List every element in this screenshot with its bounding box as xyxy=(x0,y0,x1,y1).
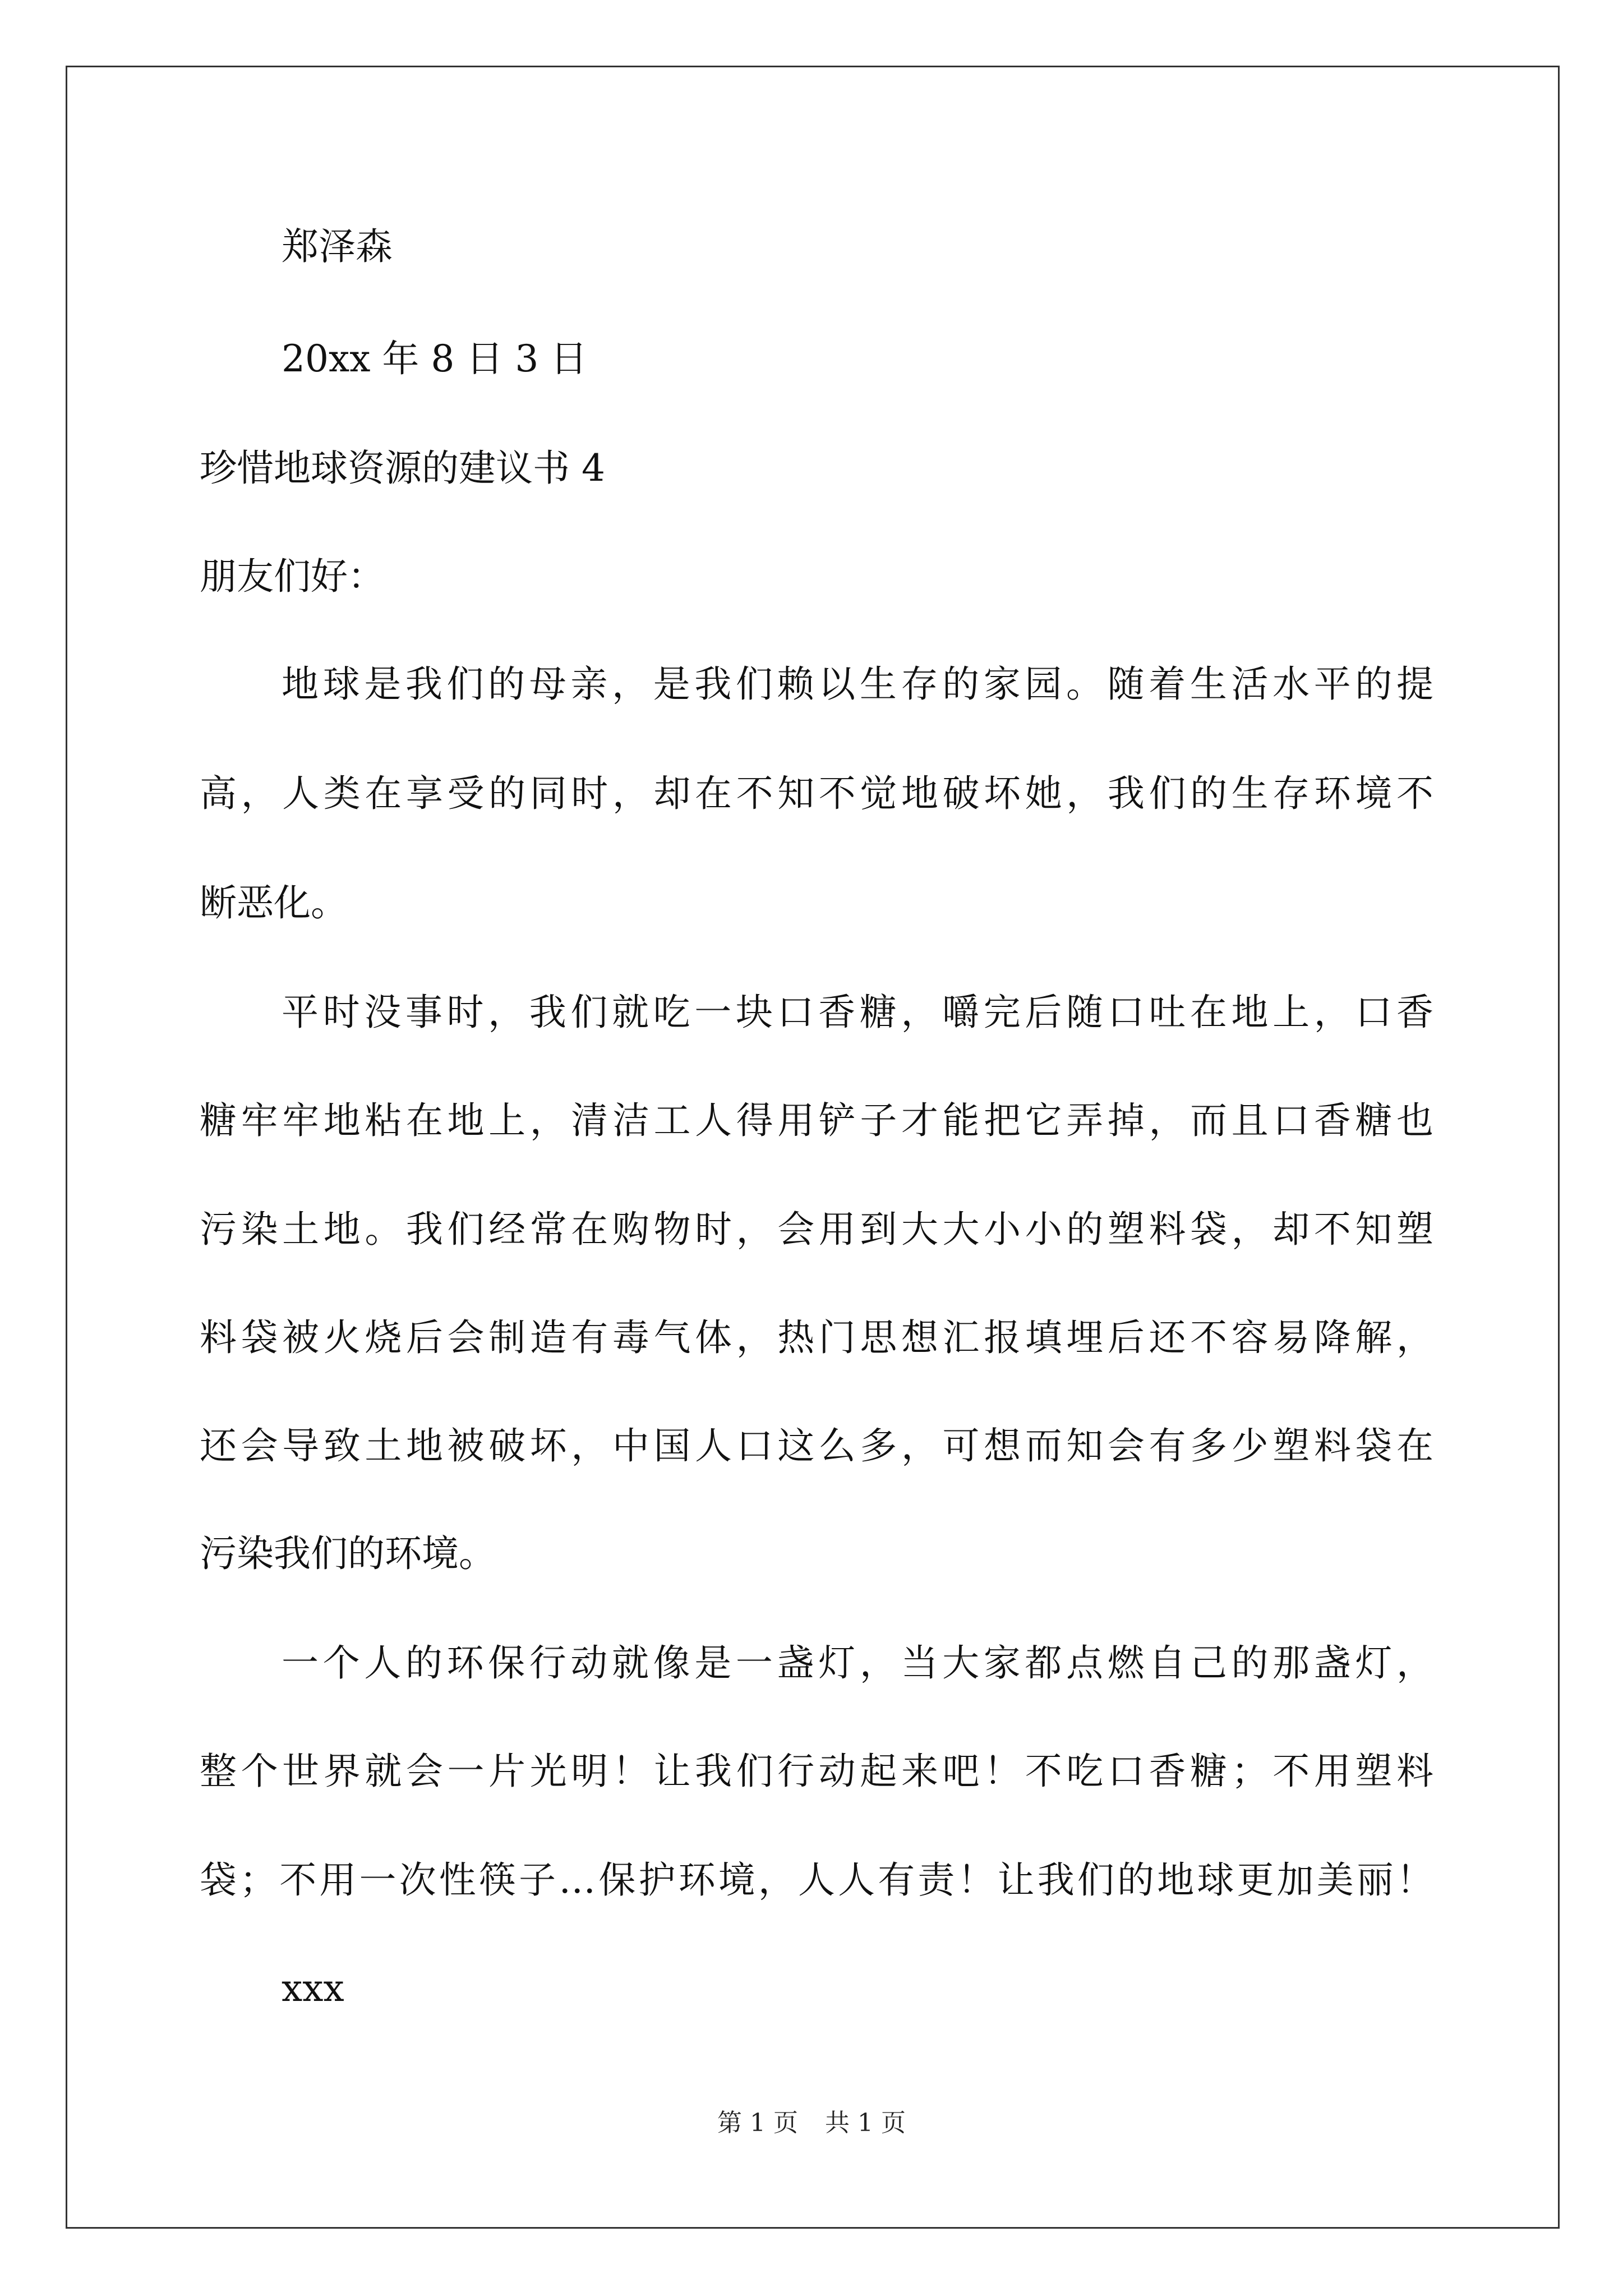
paragraph-line: 高，人类在享受的同时，却在不知不觉地破坏她，我们的生存环境不 xyxy=(200,772,1433,815)
paragraph-line: 糖牢牢地粘在地上，清洁工人得用铲子才能把它弄掉，而且口香糖也 xyxy=(200,1099,1433,1142)
page-number: 第 1 页 xyxy=(717,2109,798,2137)
paragraph-line: 料袋被火烧后会制造有毒气体，热门思想汇报填埋后还不容易降解， xyxy=(200,1316,1433,1359)
paragraph-line: 一个人的环保行动就像是一盏灯，当大家都点燃自己的那盏灯， xyxy=(282,1641,1433,1685)
page-border xyxy=(66,66,1560,2229)
paragraph-line: 污染我们的环境。 xyxy=(200,1532,496,1575)
signature-name: 郑泽森 xyxy=(282,225,393,268)
paragraph-line: 袋；不用一次性筷子…保护环境，人人有责！让我们的地球更加美丽！ xyxy=(200,1858,1433,1902)
paragraph-line: 断恶化。 xyxy=(200,881,348,924)
page-total: 共 1 页 xyxy=(825,2109,906,2137)
closing-signature: xxx xyxy=(282,1967,344,2010)
paragraph-line: 平时没事时，我们就吃一块口香糖，嚼完后随口吐在地上，口香 xyxy=(282,991,1433,1034)
document-title: 珍惜地球资源的建议书 4 xyxy=(200,447,605,490)
paragraph-line: 整个世界就会一片光明！让我们行动起来吧！不吃口香糖；不用塑料 xyxy=(200,1750,1433,1793)
paragraph-line: 还会导致土地被破坏，中国人口这么多，可想而知会有多少塑料袋在 xyxy=(200,1424,1433,1467)
paragraph-line: 污染土地。我们经常在购物时，会用到大大小小的塑料袋，却不知塑 xyxy=(200,1208,1433,1251)
page-footer xyxy=(0,2106,1623,2140)
paragraph-line: 地球是我们的母亲，是我们赖以生存的家园。随着生活水平的提 xyxy=(282,662,1433,706)
signature-date: 20xx 年 8 日 3 日 xyxy=(282,337,588,380)
greeting: 朋友们好： xyxy=(200,555,385,598)
